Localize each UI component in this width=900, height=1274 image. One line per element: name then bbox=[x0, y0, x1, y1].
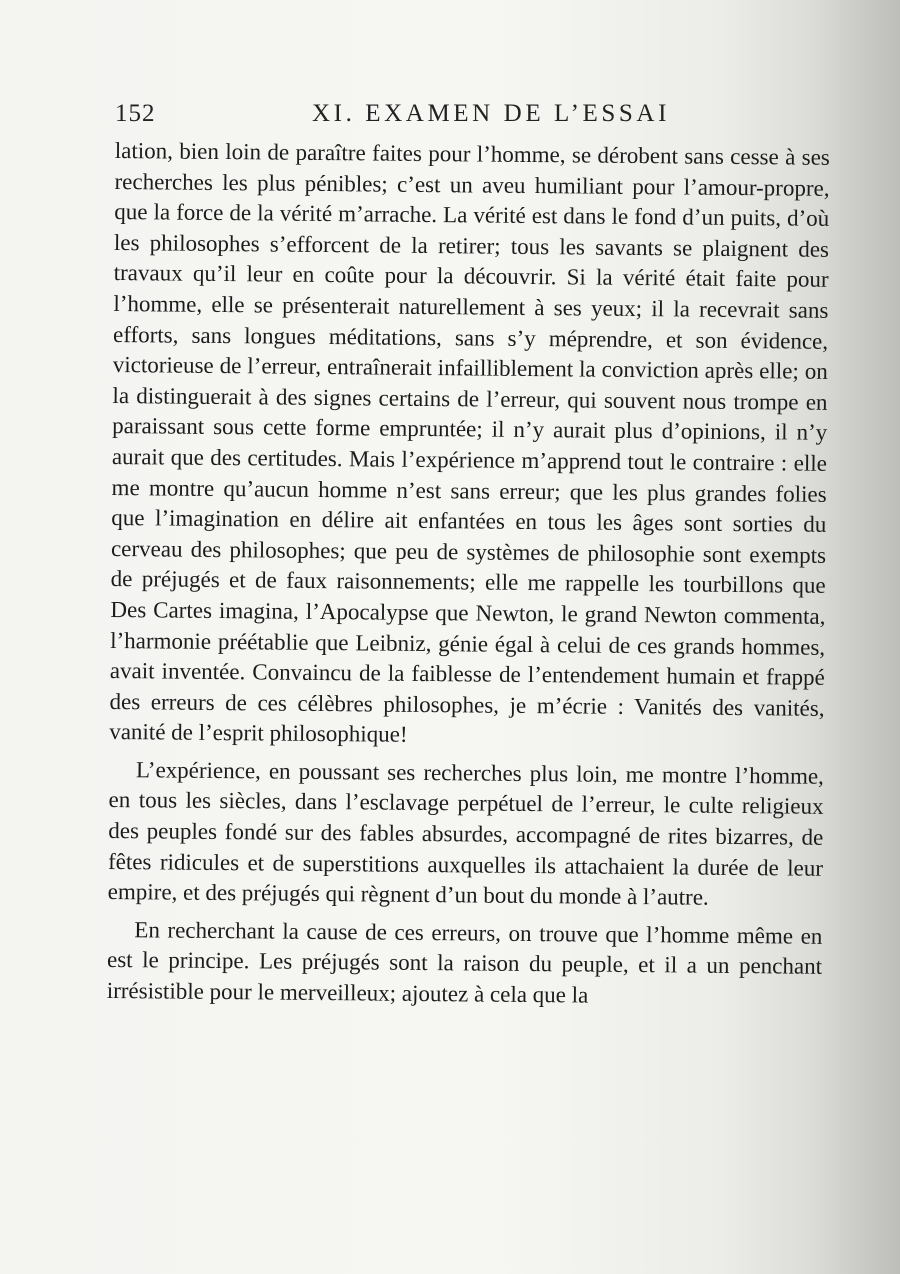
paragraph-continued: lation, bien loin de paraître faites pour l’homme, se dérobent sans cesse à ses recherches les plus pénibles; c’est un aveu humiliant pour l’amour-propre, que la force de la vérité m’arrache. La vérité est dans le fond d’un puits, d’où les philosophes s’efforcent de la retirer; tous les savants se plaignent des travaux qu’il leur en coûte pour la découvrir. Si la vérité était faite pour l’homme, elle se présenterait naturellement à ses yeux; il la recevrait sans efforts, sans longues méditations, sans s’y méprendre, et son évidence, victorieuse de l’erreur, entraînerait infailliblement la conviction après elle; on la distinguerait à des signes certains de l’erreur, qui souvent nous trompe en paraissant sous cette forme empruntée; il n’y aurait plus d’opinions, il n’y aurait que des certitudes. Mais l’expérience m’apprend tout le contraire : elle me montre qu’aucun homme n’est sans erreur; que les plus grandes folies que l’imagination en délire ait enfantées en tous les âges sont sorties du cerveau des philosophes; que peu de systèmes de philosophie sont exempts de préjugés et de faux raisonnements; elle me rappelle les tourbillons que Des Cartes imagina, l’Apocalypse que Newton, le grand Newton commenta, l’harmonie préétablie que Leibniz, génie égal à celui de ces grands hommes, avait inventée. Convaincu de la faiblesse de l’entendement humain et frappé des erreurs de ces célèbres philosophes, je m’écrie : Vanités des vanités, vanité de l’esprit philosophique! bbox=[109, 137, 830, 748]
running-head: XI. EXAMEN DE L’ESSAI bbox=[312, 100, 670, 127]
page-header bbox=[115, 96, 815, 130]
paragraph-experience: L’expérience, en poussant ses recherches plus loin, me montre l’homme, en tous les siècles, dans l’esclavage perpétuel de l’erreur, le culte religieux des peuples fondé sur des fables absurdes, accompagné de rites bizarres, de fêtes ridicules et de superstitions auxquelles ils attachaient la durée de leur empire, et des préjugés qui règnent d’un bout du monde à l’autre. bbox=[107, 757, 825, 910]
paragraph-causes: En recherchant la cause de ces erreurs, on trouve que l’homme même en est le principe. Les préjugés sont la raison du peuple, et il a un penchant irrésistible pour le merveilleux; ajoutez à cela que la bbox=[106, 917, 823, 1008]
body-text bbox=[107, 136, 830, 1013]
page-number: 152 bbox=[115, 100, 156, 127]
